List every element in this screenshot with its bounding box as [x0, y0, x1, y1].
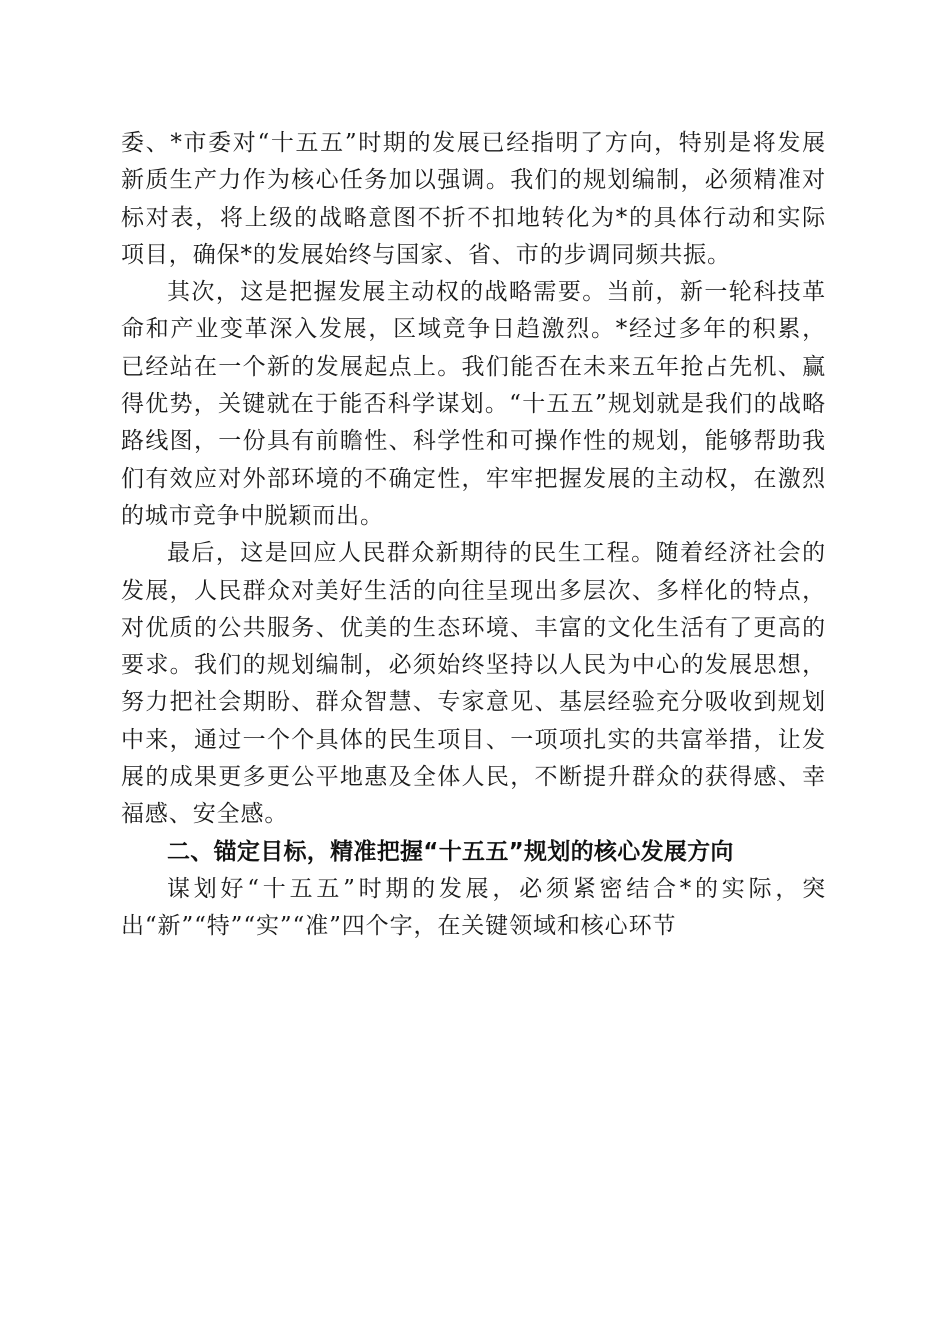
paragraph-strategic-need: 其次，这是把握发展主动权的战略需要。当前，新一轮科技革命和产业变革深入发展，区域竞争日趋激烈。*经过多年的积累，已经站在一个新的发展起点上。我们能否在未来五年抢占先机、赢得优势，关键就在于能否科学谋划。“十五五”规划就是我们的战略路线图，一份具有前瞻性、科学性和可操作性的规划，能够帮助我们有效应对外部环境的不确定性，牢牢把握发展的主动权，在激烈的城市竞争中脱颖而出。: [121, 279, 826, 529]
paragraph-livelihood: 最后，这是回应人民群众新期待的民生工程。随着经济社会的发展，人民群众对美好生活的向往呈现出多层次、多样化的特点，对优质的公共服务、优美的生态环境、丰富的文化生活有了更高的要求。我们的规划编制，必须始终坚持以人民为中心的发展思想，努力把社会期盼、群众智慧、专家意见、基层经验充分吸收到规划中来，通过一个个具体的民生项目、一项项扎实的共富举措，让发展的成果更多更公平地惠及全体人民，不断提升群众的获得感、幸福感、安全感。: [121, 540, 826, 828]
paragraph-section-intro: 谋划好“十五五”时期的发展，必须紧密结合*的实际，突出“新”“特”“实”“准”四个字，在关键领域和核心环节: [121, 875, 826, 940]
paragraph-continuation: 委、*市委对“十五五”时期的发展已经指明了方向，特别是将发展新质生产力作为核心任务加以强调。我们的规划编制，必须精准对标对表，将上级的战略意图不折不扣地转化为*的具体行动和实际项目，确保*的发展始终与国家、省、市的步调同频共振。: [121, 130, 826, 268]
document-body: [121, 125, 826, 946]
section-heading: 二、锚定目标，精准把握“十五五”规划的核心发展方向: [167, 838, 734, 865]
